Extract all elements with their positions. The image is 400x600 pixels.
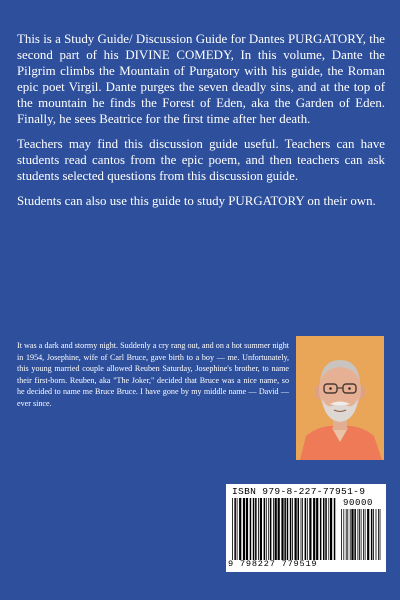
barcode-bar — [309, 498, 311, 560]
barcode-bar — [354, 509, 356, 560]
barcode-bar — [307, 498, 308, 560]
ean-barcode-bars — [232, 498, 336, 560]
barcode-bar — [292, 498, 293, 560]
barcode-bar — [323, 498, 325, 560]
barcode-bar — [351, 509, 353, 560]
barcode-bar — [298, 498, 300, 560]
barcode-bar — [341, 509, 342, 560]
barcode-bar — [380, 509, 381, 560]
barcode-bar — [328, 498, 329, 560]
barcode-bar — [359, 509, 360, 560]
barcode-bar — [243, 498, 245, 560]
barcode-bar — [273, 498, 274, 560]
barcode-bar — [361, 509, 362, 560]
barcode-bar — [270, 498, 272, 560]
barcode-bar — [376, 509, 377, 560]
barcode-bar — [347, 509, 348, 560]
barcode-bar — [305, 498, 307, 560]
barcode-bar — [367, 509, 369, 560]
barcode-bar — [278, 498, 280, 560]
description-paragraph-2: Teachers may find this discussion guide useful. Teachers can have students read cantos from the epic poem, and then teachers can ask students selected questions from this discussion guide. — [17, 137, 385, 183]
barcode-bar — [253, 498, 255, 560]
barcode-bar — [350, 509, 351, 560]
barcode-bar — [266, 498, 267, 560]
barcode-bar — [343, 509, 344, 560]
isbn-label: ISBN 979-8-227-77951-9 — [232, 486, 366, 497]
barcode-bar — [237, 498, 238, 560]
barcode-bar — [258, 498, 259, 560]
barcode-bar — [371, 509, 373, 560]
barcode-bar — [346, 509, 347, 560]
barcode-bar — [275, 498, 277, 560]
barcode-bar — [264, 498, 266, 560]
description-paragraph-1: This is a Study Guide/ Discussion Guide for Dantes PURGATORY, the second part of his DIVINE COMEDY, In this volume, Dante the Pilgrim climbs the Mountain of Purgatory with his guide, the Roman epic poet Virgil. Dante purges the seven deadly sins, and at the top of the mountain he finds the Forest of Eden, aka the Garden of Eden. Finally, he sees Beatrice for the first time after her death. — [17, 32, 385, 126]
barcode-bar — [302, 498, 303, 560]
author-bio — [17, 340, 289, 410]
barcode-bar — [246, 498, 248, 560]
price-addon-bars — [341, 509, 381, 560]
barcode-bar — [313, 498, 315, 560]
barcode-bar — [295, 498, 297, 560]
barcode-bar — [320, 498, 322, 560]
barcode-bar — [365, 509, 366, 560]
book-description — [17, 31, 385, 218]
barcode-bar — [325, 498, 327, 560]
barcode-bar — [334, 498, 336, 560]
barcode-bar — [373, 509, 374, 560]
barcode-bar — [234, 498, 236, 560]
barcode-bar — [281, 498, 283, 560]
author-portrait-illustration — [296, 336, 384, 460]
barcode-bar — [255, 498, 257, 560]
barcode-bar — [268, 498, 269, 560]
barcode-bar — [250, 498, 252, 560]
isbn-barcode — [226, 484, 386, 572]
price-code: 90000 — [343, 498, 374, 508]
barcode-bar — [358, 509, 359, 560]
barcode-bar — [330, 498, 332, 560]
barcode-bar — [378, 509, 379, 560]
barcode-bar — [287, 498, 289, 560]
description-paragraph-3: Students can also use this guide to study PURGATORY on their own. — [17, 194, 376, 208]
ean-number: 9 798227 779519 — [228, 559, 318, 569]
author-photo — [296, 336, 384, 460]
barcode-bar — [316, 498, 318, 560]
author-bio-text: It was a dark and stormy night. Suddenly a cry rang out, and on a hot summer night in 1954, Josephine, wife of Carl Bruce, gave birth to a boy — me. Unfortunately, this young married couple allowed Reuben Saturday, Josephine's brother, to name their first-born. Reuben, aka "The Joker," decided that Bruce was a nice name, so he decided to name me Bruce Bruce. I have gone by my middle name — David — ever since. — [17, 341, 289, 408]
barcode-bar — [239, 498, 241, 560]
barcode-bar — [284, 498, 286, 560]
barcode-bar — [301, 498, 302, 560]
barcode-bar — [260, 498, 262, 560]
barcode-bar — [290, 498, 292, 560]
barcode-bar — [232, 498, 233, 560]
barcode-bar — [363, 509, 364, 560]
